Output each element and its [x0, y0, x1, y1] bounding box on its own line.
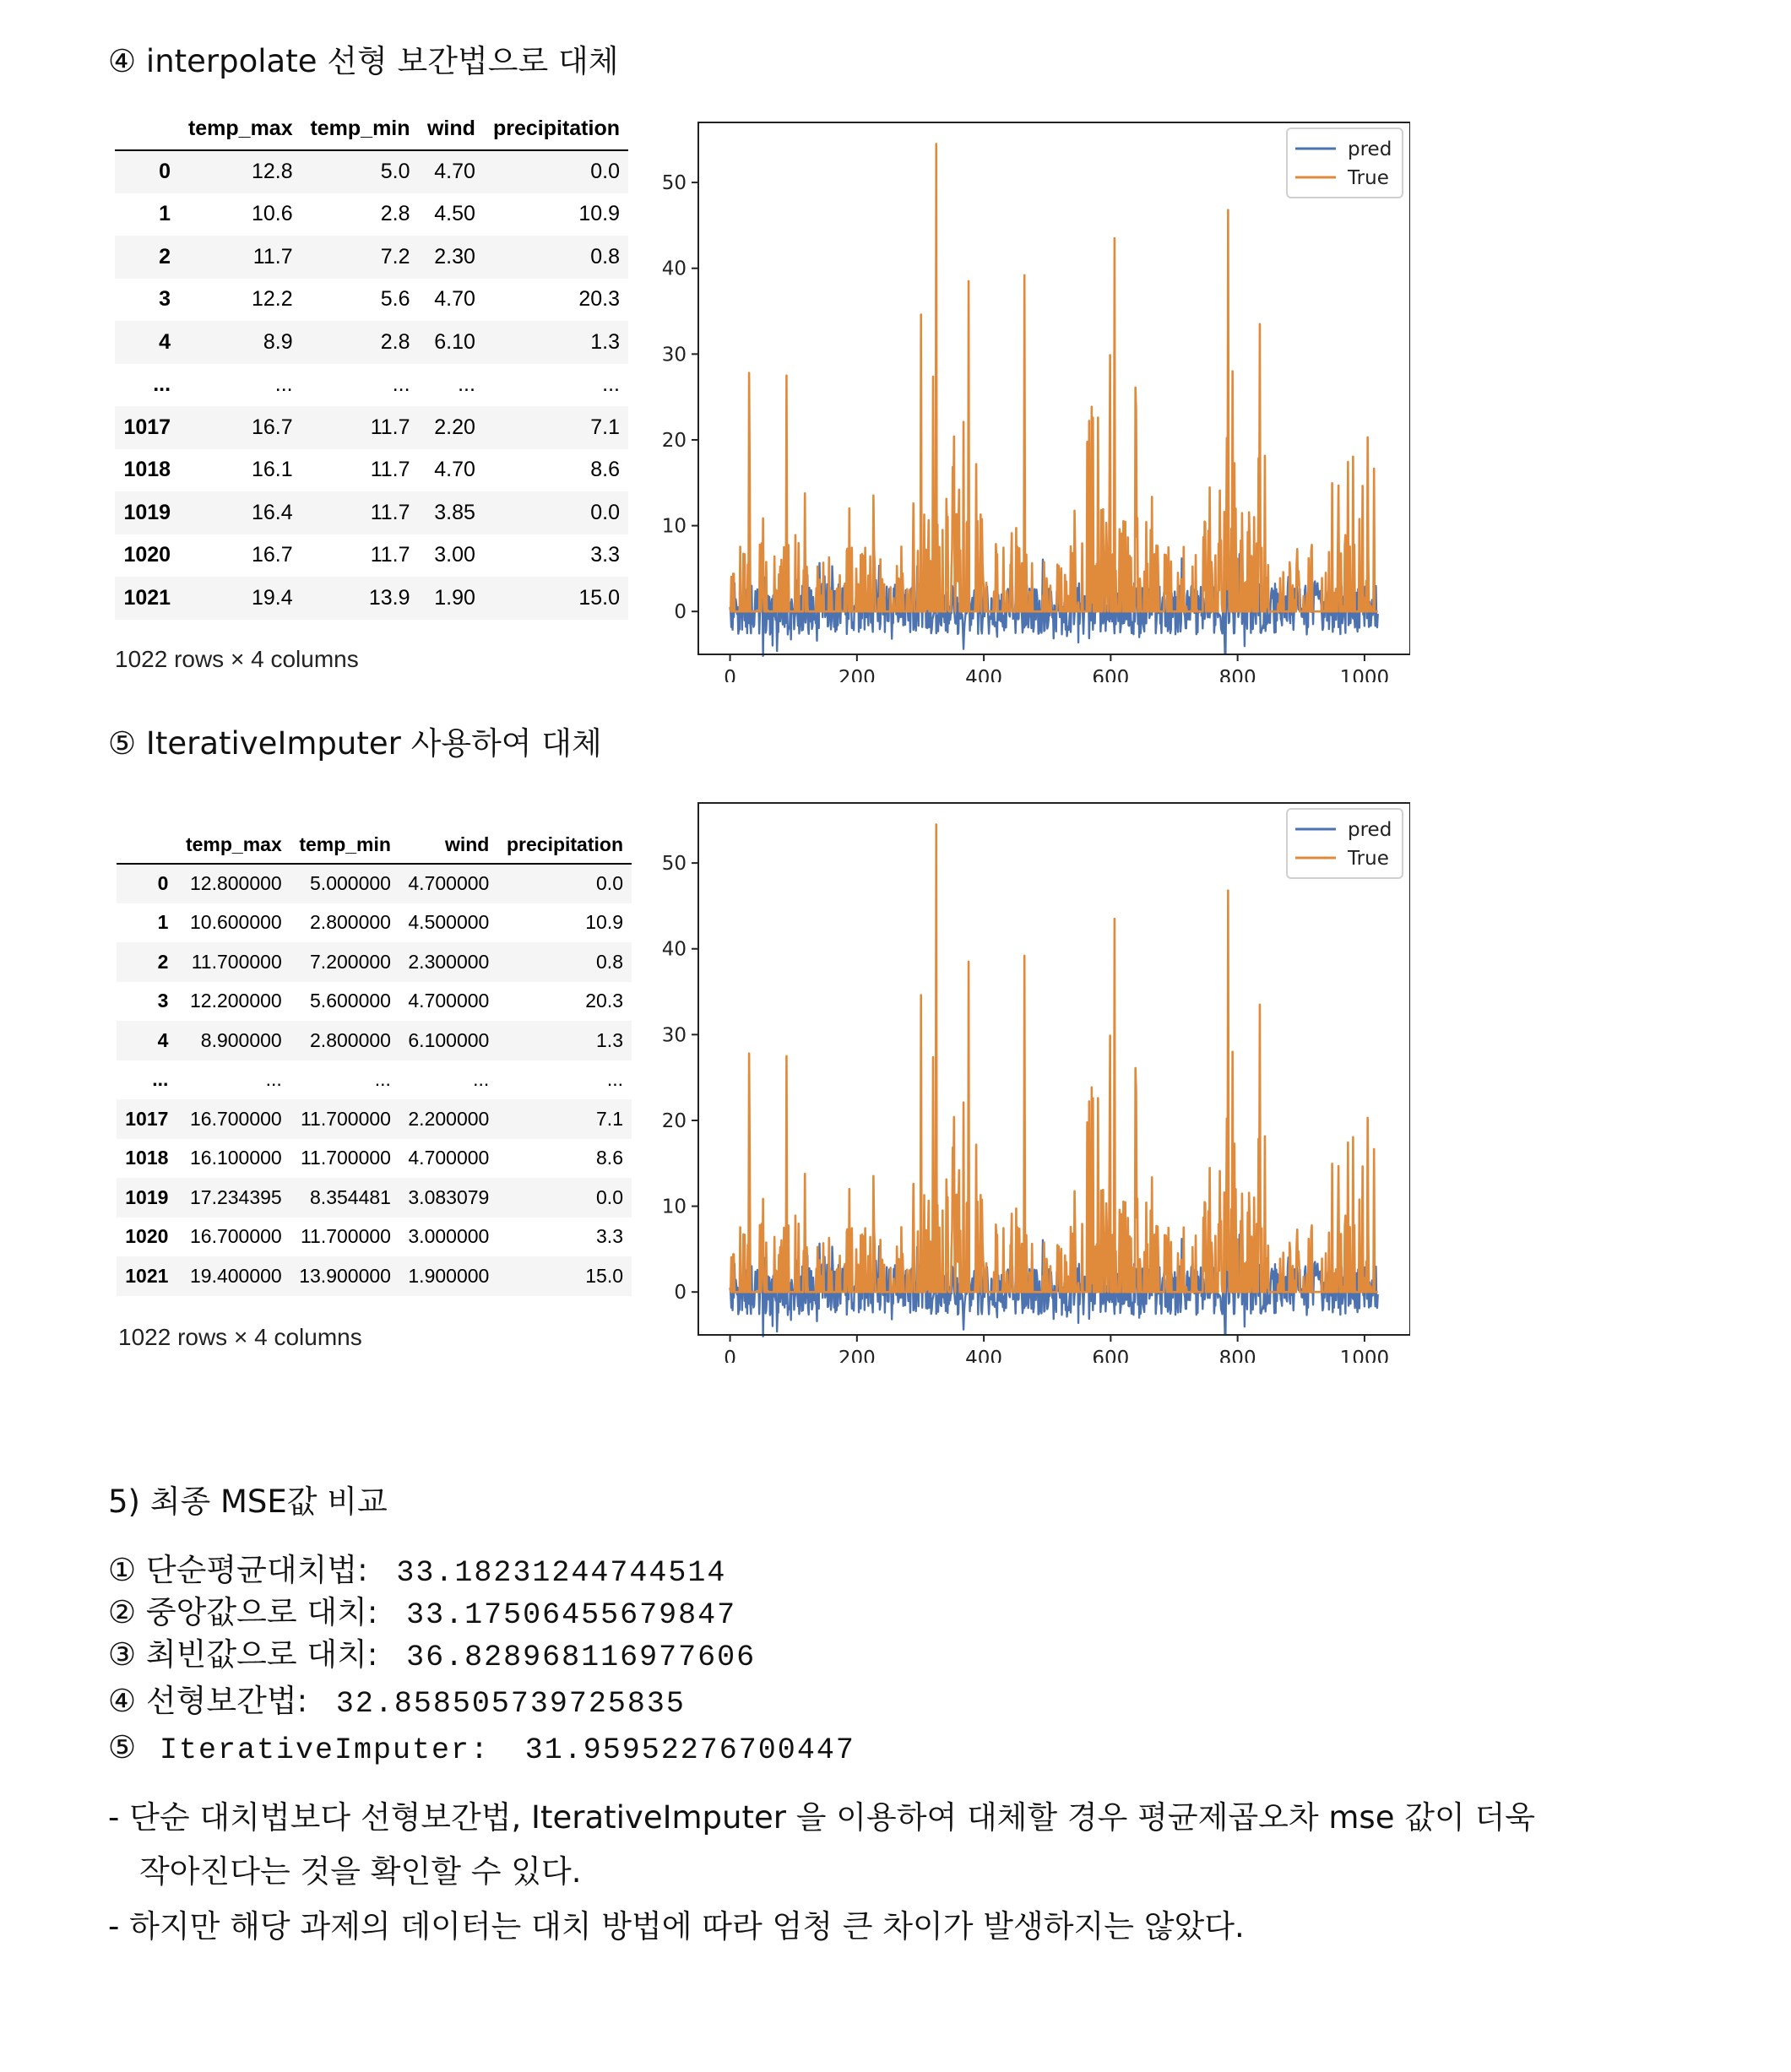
mse-item-label: ② 중앙값으로 대치:: [108, 1594, 378, 1630]
column-header: wind: [399, 826, 497, 864]
section4-heading: ④ interpolate 선형 보간법으로 대체: [108, 43, 619, 79]
table-cell: 12.8: [251, 160, 293, 184]
row-index: 1019: [125, 1185, 169, 1208]
table-cell: 11.7: [370, 458, 410, 482]
table-cell: 0.0: [596, 1185, 623, 1208]
row-index: 1020: [123, 543, 171, 567]
table-cell: 8.6: [590, 458, 620, 482]
legend-label-pred: pred: [1348, 819, 1392, 841]
table-row: [117, 1256, 632, 1296]
table-cell: 3.083079: [408, 1185, 490, 1208]
table-cell: 15.0: [578, 585, 620, 610]
mse-item-label-mono: IterativeImputer:: [159, 1733, 490, 1767]
table-cell: 1.3: [590, 329, 620, 354]
table-cell: 4.700000: [408, 872, 490, 895]
section4-dataframe: [115, 108, 628, 620]
table-cell: 5.0: [380, 160, 410, 184]
row-index: ...: [153, 372, 171, 397]
column-header: temp_max: [179, 108, 301, 150]
y-tick-label: 40: [661, 258, 687, 280]
table-cell: 4.70: [434, 458, 475, 482]
conclusion-line-1: - 단순 대치법보다 선형보간법, IterativeImputer 을 이용하여 대체할 경우 평균제곱오차 mse 값이 더욱: [108, 1799, 1535, 1836]
row-index: 4: [159, 329, 171, 354]
table-cell: 2.800000: [310, 911, 391, 934]
y-tick-label: 50: [661, 853, 687, 876]
table-row: [117, 1060, 632, 1100]
table-cell: 17.234395: [190, 1185, 282, 1208]
x-tick-label: 800: [1218, 667, 1256, 682]
table-corner: [115, 108, 179, 150]
table-cell: 0.0: [596, 872, 623, 895]
table-cell: 11.700000: [300, 1147, 391, 1169]
table-row: [115, 449, 628, 492]
y-tick-label: 40: [661, 938, 687, 961]
table-row: [117, 1021, 632, 1060]
table-cell: 2.20: [434, 415, 475, 439]
mse-item-value: 33.18231244744514: [396, 1556, 727, 1590]
row-index: 3: [157, 990, 169, 1012]
table-row: [115, 577, 628, 620]
x-tick-label: 1000: [1339, 1348, 1390, 1363]
row-index: 3: [159, 287, 171, 312]
table-cell: 7.1: [596, 1107, 623, 1130]
column-header: temp_min: [290, 826, 399, 864]
section5-heading: ⑤ IterativeImputer 사용하여 대체: [108, 725, 602, 762]
y-tick-label: 20: [661, 1109, 687, 1132]
table-cell: 16.100000: [190, 1147, 282, 1169]
table-cell: 5.000000: [310, 872, 391, 895]
x-tick-label: 200: [838, 667, 876, 682]
table-row: [115, 321, 628, 364]
table-cell: 13.900000: [299, 1264, 391, 1287]
table-cell: 20.3: [585, 990, 623, 1012]
table-cell: 8.6: [596, 1147, 623, 1169]
mse-item: [108, 1634, 855, 1676]
x-tick-label: 200: [838, 1348, 876, 1363]
table-cell: 8.354481: [310, 1185, 391, 1208]
table-row: [115, 193, 628, 236]
row-index: 0: [159, 160, 171, 184]
table-row: [115, 406, 628, 449]
table-cell: 0.0: [590, 500, 620, 524]
y-tick-label: 10: [661, 1196, 687, 1218]
table-row: [117, 1178, 632, 1218]
table-cell: 11.7: [370, 543, 410, 567]
table-row: [117, 942, 632, 982]
table-cell: 2.300000: [408, 950, 490, 973]
mse-item: [108, 1680, 855, 1722]
mse-item-label: ⑤: [108, 1729, 137, 1766]
table-cell: ...: [473, 1068, 490, 1091]
table-row: [117, 1139, 632, 1179]
row-index: 4: [157, 1028, 169, 1051]
table-cell: 4.500000: [408, 911, 490, 934]
column-header: precipitation: [497, 826, 632, 864]
table-cell: 11.700000: [300, 1225, 391, 1248]
table-cell: 8.9: [263, 329, 293, 354]
table-cell: 1.900000: [408, 1264, 490, 1287]
table-row: [117, 1218, 632, 1257]
row-index: 1018: [123, 458, 171, 482]
table-cell: 10.9: [585, 911, 623, 934]
table-cell: 0.8: [596, 950, 623, 973]
y-tick-label: 30: [661, 1024, 687, 1047]
table-cell: 1.90: [434, 585, 475, 610]
table-cell: 0.0: [590, 160, 620, 184]
table-cell: 16.7: [251, 543, 293, 567]
row-index: 1019: [123, 500, 171, 524]
table-cell: 4.70: [434, 287, 475, 312]
table-cell: 5.600000: [310, 990, 391, 1012]
table-cell: 13.9: [368, 585, 410, 610]
y-tick-label: 10: [661, 515, 687, 538]
mse-item-label: ④ 선형보간법:: [108, 1683, 308, 1719]
table-cell: 7.1: [590, 415, 620, 439]
row-index: 1017: [123, 415, 171, 439]
table-cell: 0.8: [590, 244, 620, 268]
x-tick-label: 400: [965, 667, 1003, 682]
row-index: 2: [159, 244, 171, 268]
table-cell: 3.85: [434, 500, 475, 524]
table-cell: 3.000000: [408, 1225, 490, 1248]
table-cell: 19.400000: [190, 1264, 282, 1287]
column-header: precipitation: [484, 108, 628, 150]
section5-dims: 1022 rows × 4 columns: [118, 1324, 362, 1350]
table-cell: 16.700000: [190, 1225, 282, 1248]
table-cell: 2.30: [434, 244, 475, 268]
mse-item-value: 36.828968116977606: [406, 1641, 757, 1674]
mse-compare-heading: 5) 최종 MSE값 비교: [108, 1483, 388, 1520]
table-cell: 2.800000: [310, 1028, 391, 1051]
table-cell: ...: [606, 1068, 623, 1091]
table-cell: 11.7: [370, 500, 410, 524]
legend-label-pred: pred: [1348, 138, 1392, 160]
table-cell: 11.7: [252, 244, 293, 268]
table-cell: 19.4: [251, 585, 293, 610]
table-cell: 3.3: [596, 1225, 623, 1248]
table-cell: 10.9: [578, 202, 620, 226]
table-row: [115, 491, 628, 534]
table-row: [117, 1099, 632, 1139]
interpolate-chart-svg: [650, 108, 1410, 682]
x-tick-label: 600: [1092, 1348, 1130, 1363]
mse-item-value: 31.95952276700447: [524, 1733, 855, 1767]
table-cell: 16.4: [251, 500, 293, 524]
table-cell: 2.200000: [408, 1107, 490, 1130]
table-cell: 6.100000: [408, 1028, 490, 1051]
row-index: 2: [157, 950, 169, 973]
mse-item-label: ③ 최빈값으로 대치:: [108, 1636, 378, 1673]
row-index: ...: [152, 1068, 169, 1091]
row-index: 1021: [123, 585, 171, 610]
table-cell: 16.700000: [190, 1107, 282, 1130]
table-corner: [117, 826, 176, 864]
table-cell: 15.0: [585, 1264, 623, 1287]
table-cell: 16.1: [251, 458, 293, 482]
x-tick-label: 400: [965, 1348, 1003, 1363]
row-index: 1020: [125, 1225, 169, 1248]
table-cell: 3.3: [590, 543, 620, 567]
table-cell: 20.3: [578, 287, 620, 312]
table-cell: 4.700000: [408, 1147, 490, 1169]
table-cell: 11.700000: [300, 1107, 391, 1130]
iterative-imputer-table: [117, 826, 632, 1296]
table-cell: 1.3: [596, 1028, 623, 1051]
table-cell: 12.800000: [190, 872, 282, 895]
mse-item-label: ① 단순평균대치법:: [108, 1552, 368, 1588]
row-index: 1017: [125, 1107, 169, 1130]
table-cell: 4.50: [434, 202, 475, 226]
y-tick-label: 0: [674, 1282, 687, 1304]
column-header: wind: [419, 108, 484, 150]
x-tick-label: 0: [724, 1348, 736, 1363]
table-cell: 16.7: [251, 415, 293, 439]
interpolate-table: [115, 108, 628, 620]
row-index: 1: [157, 911, 169, 934]
conclusion-line-3: - 하지만 해당 과제의 데이터는 대치 방법에 따라 엄청 큰 차이가 발생하지는 않았다.: [108, 1908, 1245, 1945]
mse-item-value: 33.17506455679847: [406, 1598, 737, 1632]
table-cell: ...: [458, 372, 475, 397]
table-cell: ...: [274, 372, 293, 397]
x-tick-label: 600: [1092, 667, 1130, 682]
iterative-imputer-chart: [650, 789, 1410, 1363]
column-header: temp_min: [301, 108, 419, 150]
table-cell: 10.600000: [190, 911, 282, 934]
table-cell: 12.200000: [190, 990, 282, 1012]
legend-label-true: True: [1348, 848, 1389, 870]
table-cell: ...: [265, 1068, 282, 1091]
table-cell: 11.700000: [191, 950, 282, 973]
column-header: temp_max: [176, 826, 290, 864]
section4-dims: 1022 rows × 4 columns: [115, 646, 359, 672]
row-index: 1018: [125, 1147, 169, 1169]
table-row: [117, 864, 632, 903]
table-cell: 12.2: [251, 287, 293, 312]
table-row: [115, 364, 628, 407]
table-cell: 4.700000: [408, 990, 490, 1012]
mse-list: [108, 1549, 855, 1769]
table-cell: 4.70: [434, 160, 475, 184]
mse-item-value: 32.858505739725835: [335, 1687, 686, 1721]
row-index: 1: [159, 202, 171, 226]
table-cell: 11.7: [370, 415, 410, 439]
table-cell: 3.00: [434, 543, 475, 567]
table-cell: 2.8: [380, 202, 410, 226]
table-cell: 7.2: [380, 244, 410, 268]
table-row: [115, 236, 628, 279]
conclusion-line-2: 작아진다는 것을 확인할 수 있다.: [139, 1853, 582, 1890]
y-tick-label: 0: [674, 601, 687, 624]
legend-label-true: True: [1348, 167, 1389, 189]
row-index: 1021: [125, 1264, 169, 1287]
table-row: [117, 903, 632, 943]
y-tick-label: 20: [661, 429, 687, 452]
x-tick-label: 1000: [1339, 667, 1390, 682]
table-cell: 8.900000: [200, 1028, 282, 1051]
table-cell: 7.200000: [310, 950, 391, 973]
iterative-imputer-chart-svg: [650, 789, 1410, 1363]
x-tick-label: 800: [1218, 1348, 1256, 1363]
table-row: [115, 150, 628, 193]
y-tick-label: 30: [661, 344, 687, 366]
table-cell: ...: [374, 1068, 391, 1091]
table-cell: 5.6: [380, 287, 410, 312]
table-cell: ...: [392, 372, 410, 397]
row-index: 0: [157, 872, 169, 895]
section5-dataframe: [117, 826, 632, 1296]
table-cell: ...: [602, 372, 620, 397]
table-cell: 6.10: [434, 329, 475, 354]
table-cell: 2.8: [380, 329, 410, 354]
y-tick-label: 50: [661, 172, 687, 195]
x-tick-label: 0: [724, 667, 736, 682]
table-cell: 10.6: [251, 202, 293, 226]
table-row: [115, 279, 628, 322]
mse-item: [108, 1727, 855, 1769]
mse-item: [108, 1549, 855, 1592]
table-row: [115, 534, 628, 578]
table-row: [117, 982, 632, 1022]
mse-item: [108, 1592, 855, 1634]
interpolate-chart: [650, 108, 1410, 682]
